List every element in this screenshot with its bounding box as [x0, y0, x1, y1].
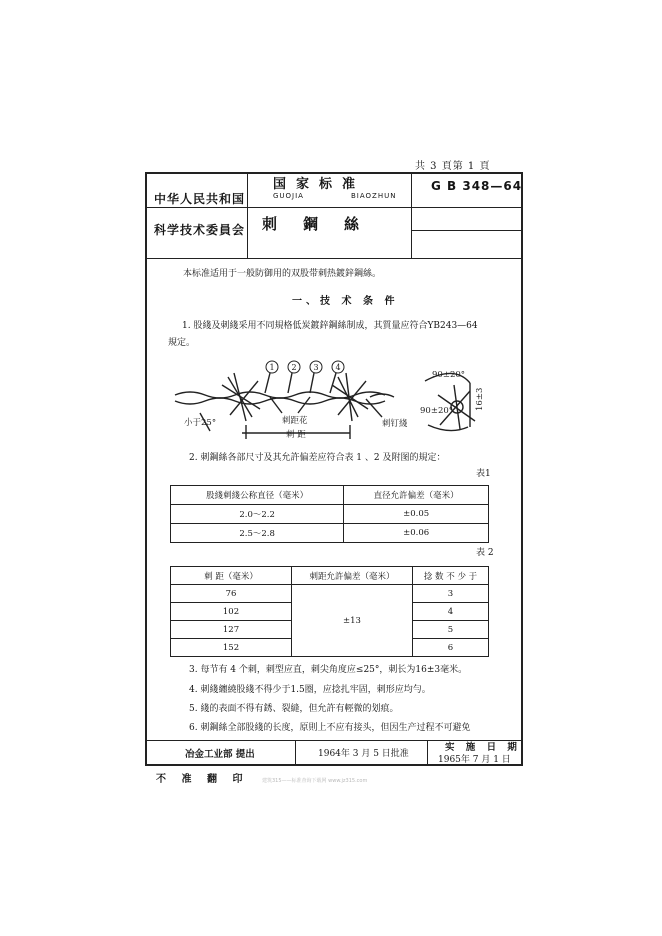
header-col-line-2 — [411, 174, 412, 258]
barb-length-label: 16±3 — [475, 387, 485, 411]
org-line-2: 科学技术委員会 — [154, 223, 246, 237]
clause-1-line-1: 1. 股綫及刺綫采用不同規格低炭鍍鋅鋼絲制成，其質量应符合YB243—64 — [182, 321, 478, 331]
clause-5: 5. 綫的表面不得有銹、裂縫，但允許有輕微的划痕。 — [189, 704, 399, 714]
figure-label-2: 2 — [291, 363, 297, 372]
angle-top-label: 90±20° — [432, 370, 466, 380]
table-2-header: 刺距允許偏差（毫米） — [292, 567, 413, 585]
table-row — [171, 585, 489, 603]
document-title: 刺鋼絲 — [262, 215, 386, 233]
table-2 — [170, 566, 489, 657]
pinyin-biaozhun: BIAOZHUN — [351, 192, 397, 200]
implementation-label: 实 施 日 期 — [445, 742, 521, 753]
table-cell: 2.0～2.2 — [171, 505, 344, 524]
table-1-header: 直径允許偏差（毫米） — [344, 486, 489, 505]
page-number: 共 3 頁第 1 頁 — [415, 161, 491, 172]
table-cell: ±0.05 — [344, 505, 489, 524]
table-cell: 152 — [171, 639, 292, 657]
table-cell: 6 — [413, 639, 489, 657]
clause-1-line-2: 規定。 — [168, 338, 196, 348]
barbed-wire-diagram — [170, 355, 495, 450]
proposer: 冶金工业部 提出 — [185, 749, 255, 760]
table-cell: 127 — [171, 621, 292, 639]
spacing-label: 刺 距 — [286, 430, 306, 440]
clause-3: 3. 每节有 4 个刺，刺型应直，刺尖角度应≤25°，刺长为16±3毫米。 — [189, 665, 468, 675]
site-watermark: 建筑315——标准查询下载网 www.jz315.com — [262, 778, 368, 784]
angle-bottom-label: 90±20° — [420, 406, 454, 416]
table-2-label: 表 2 — [476, 548, 494, 558]
approval-date: 1964年 3 月 5 日批准 — [318, 749, 409, 759]
table-row — [171, 524, 489, 543]
angle-label: 小于25° — [184, 418, 217, 428]
header-divider-2 — [411, 230, 521, 231]
intro-text: 本标准适用于一般防御用的双股带刺热鍍鋅鋼絲。 — [183, 269, 382, 279]
clause-2: 2. 刺鋼絲各部尺寸及其允許偏差应符合表 1 、2 及附图的規定： — [189, 453, 446, 463]
table-cell: 4 — [413, 603, 489, 621]
table-cell: 2.5～2.8 — [171, 524, 344, 543]
table-cell: 5 — [413, 621, 489, 639]
figure-label-3: 3 — [313, 363, 319, 372]
national-standard: 国家标准 — [273, 177, 366, 192]
table-2-header: 捻 数 不 少 于 — [413, 567, 489, 585]
table-1 — [170, 485, 489, 543]
table-cell: 76 — [171, 585, 292, 603]
figure-label-1: 1 — [269, 363, 275, 372]
implementation-date: 1965年 7 月 1 日 — [438, 755, 511, 765]
section-heading: 一、技 术 条 件 — [292, 296, 399, 307]
footer-col-line-1 — [295, 740, 296, 764]
table-cell: ±0.06 — [344, 524, 489, 543]
footer-col-line-2 — [427, 740, 428, 764]
clause-4: 4. 刺綫纏繞股綫不得少于1.5圈，应捻扎牢固，刺形应均勻。 — [189, 685, 431, 695]
pinyin-guojia: GUOJIA — [273, 192, 304, 200]
table-1-header: 股綫刺綫公称直径（毫米） — [171, 486, 344, 505]
org-line-1: 中华人民共和国 — [154, 192, 246, 206]
barb-wire-label: 刺钉綫 — [382, 419, 408, 429]
header-divider-1 — [147, 207, 521, 208]
clause-6: 6. 刺鋼絲全部股綫的长度，原則上不应有接头，但因生产过程不可避免 — [189, 723, 471, 733]
table-cell: ±13 — [292, 585, 413, 657]
table-cell: 3 — [413, 585, 489, 603]
table-2-header: 刺 距（毫米） — [171, 567, 292, 585]
table-row — [171, 505, 489, 524]
spacing-flower-label: 刺距花 — [282, 416, 308, 426]
header-col-line-1 — [247, 174, 248, 258]
standard-number: G B 348—64 — [431, 179, 523, 193]
header-bottom-line — [147, 258, 521, 259]
footer-top-line — [147, 740, 521, 741]
table-1-label: 表1 — [476, 469, 491, 479]
table-cell: 102 — [171, 603, 292, 621]
standard-frame — [145, 172, 523, 766]
figure-label-4: 4 — [335, 363, 341, 372]
no-reprint-notice: 不 准 翻 印 — [156, 774, 249, 785]
